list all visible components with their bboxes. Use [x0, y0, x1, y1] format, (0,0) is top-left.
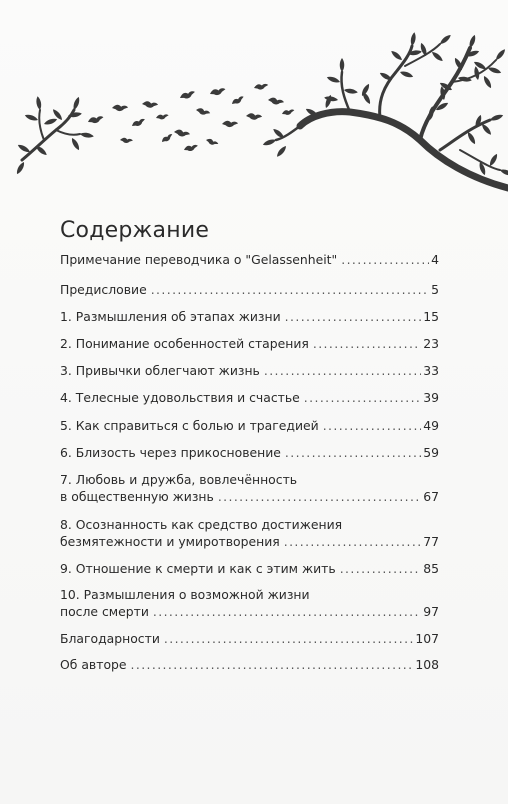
dot-leader — [153, 603, 421, 620]
tree-icon — [276, 44, 508, 188]
toc-entry-title: в общественную жизнь — [60, 489, 214, 504]
toc-page-number: 77 — [423, 534, 439, 549]
toc-page-number: 5 — [431, 282, 439, 297]
toc-page-number: 15 — [423, 309, 439, 324]
toc-entry[interactable] — [60, 362, 439, 379]
toc-page-number: 107 — [415, 631, 439, 646]
toc-entry[interactable] — [60, 308, 439, 325]
tree-leaves — [262, 32, 508, 177]
toc-entry-title: Благодарности — [60, 631, 160, 646]
toc-entry[interactable] — [60, 389, 439, 406]
toc-page-number: 85 — [423, 561, 439, 576]
toc-entry[interactable] — [60, 335, 439, 352]
toc-entry-title-line: 10. Размышления о возможной жизни — [60, 587, 310, 602]
toc-page-number: 49 — [423, 418, 439, 433]
toc-page-number: 59 — [423, 445, 439, 460]
twig-leaves — [15, 96, 94, 175]
dot-leader — [284, 533, 421, 550]
toc-page-number: 23 — [423, 336, 439, 351]
toc-entry[interactable] — [60, 516, 439, 550]
dot-leader — [264, 362, 421, 379]
toc-entry[interactable] — [60, 471, 439, 505]
toc-entry-title: 2. Понимание особенностей старения — [60, 336, 309, 351]
toc-entry[interactable] — [60, 656, 439, 673]
toc-entry[interactable] — [60, 444, 439, 461]
toc-entry[interactable] — [60, 560, 439, 577]
toc-page-number: 33 — [423, 363, 439, 378]
contents-heading: Содержание — [60, 217, 210, 243]
dot-leader — [285, 308, 422, 325]
toc-page-number: 97 — [423, 604, 439, 619]
toc-page-number: 4 — [431, 252, 439, 267]
toc-entry-title: 3. Привычки облегчают жизнь — [60, 363, 260, 378]
dot-leader — [323, 417, 422, 434]
toc-page-number: 108 — [415, 657, 439, 672]
toc-entry-title: 4. Телесные удовольствия и счастье — [60, 390, 300, 405]
toc-entry-title: 1. Размышления об этапах жизни — [60, 309, 281, 324]
toc-entry-title: Об авторе — [60, 657, 127, 672]
toc-entry[interactable] — [60, 630, 439, 647]
toc-entry[interactable] — [60, 281, 439, 298]
toc-entry-title: безмятежности и умиротворения — [60, 534, 280, 549]
dot-leader — [340, 560, 422, 577]
toc-entry-title: 9. Отношение к смерти и как с этим жить — [60, 561, 336, 576]
dot-leader — [218, 488, 421, 505]
toc-entry-title-line: 8. Осознанность как средство достижения — [60, 517, 343, 532]
dot-leader — [313, 335, 421, 352]
dot-leader — [304, 389, 421, 406]
toc-entry-title: Примечание переводчика о "Gelassenheit" — [60, 252, 338, 267]
dot-leader — [164, 630, 413, 647]
toc-entry-title: после смерти — [60, 604, 149, 619]
birds — [87, 83, 295, 152]
dot-leader — [285, 444, 421, 461]
dot-leader — [151, 281, 429, 298]
toc-entry-title: 5. Как справиться с болью и трагедией — [60, 418, 319, 433]
dot-leader — [131, 656, 414, 673]
toc-entry[interactable] — [60, 586, 439, 620]
dot-leader — [341, 251, 429, 268]
toc-entry-title: 6. Близость через прикосновение — [60, 445, 281, 460]
tree-birds-illustration — [0, 0, 508, 200]
toc-entry-title-line: 7. Любовь и дружба, вовлечённость — [60, 472, 298, 487]
toc-entry-title: Предисловие — [60, 282, 147, 297]
toc-page-number: 67 — [423, 489, 439, 504]
toc-page-number: 39 — [423, 390, 439, 405]
toc-entry[interactable] — [60, 251, 439, 268]
toc-entry[interactable] — [60, 417, 439, 434]
